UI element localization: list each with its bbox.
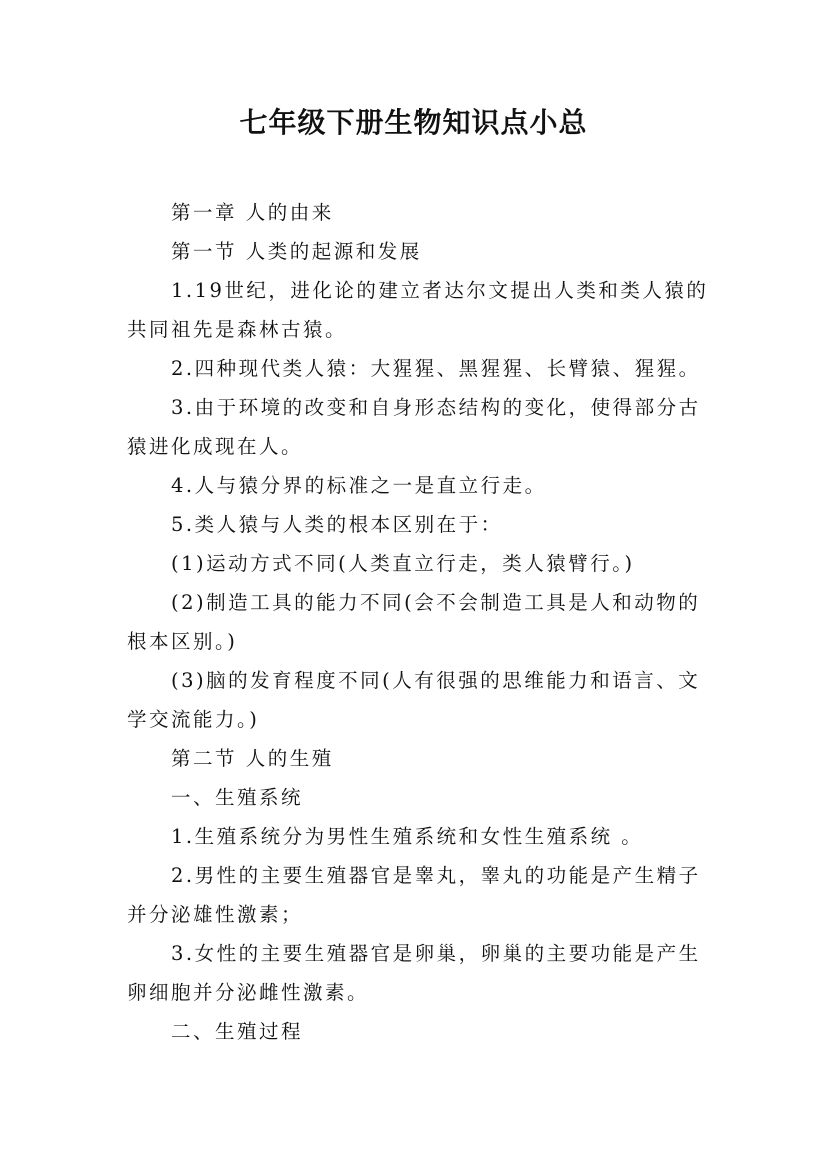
paragraph-item	[127, 505, 707, 544]
paragraph-line: 第一章 人的由来	[171, 201, 334, 224]
paragraph-heading	[127, 778, 707, 817]
paragraph-line: 共同祖先是森林古猿。	[127, 318, 348, 341]
paragraph-section-1	[127, 232, 707, 271]
paragraph-line: 1.生殖系统分为男性生殖系统和女性生殖系统 。	[171, 825, 644, 848]
paragraph-line: 4.人与猿分界的标准之一是直立行走。	[171, 474, 547, 497]
paragraph-line: 一、生殖系统	[171, 786, 304, 809]
paragraph-line: (3)脑的发育程度不同(人有很强的思维能力和语言、文	[171, 669, 701, 692]
paragraph-subitem	[127, 583, 707, 661]
paragraph-item	[127, 856, 707, 934]
paragraph-line: 5.类人猿与人类的根本区别在于：	[171, 513, 503, 536]
paragraph-item	[127, 466, 707, 505]
paragraph-item	[127, 934, 707, 1012]
paragraph-line: 1.19世纪，进化论的建立者达尔文提出人类和类人猿的	[171, 279, 709, 302]
paragraph-item	[127, 817, 707, 856]
paragraph-chapter-1	[127, 193, 707, 232]
paragraph-item	[127, 271, 707, 349]
paragraph-subitem	[127, 661, 707, 739]
paragraph-line: 猿进化成现在人。	[127, 435, 304, 458]
paragraph-line: 学交流能力。)	[127, 708, 260, 731]
paragraph-heading	[127, 1012, 707, 1051]
paragraph-line: 并分泌雄性激素；	[127, 903, 304, 926]
paragraph-line: (2)制造工具的能力不同(会不会制造工具是人和动物的	[171, 591, 701, 614]
paragraph-line: 3.女性的主要生殖器官是卵巢，卵巢的主要功能是产生	[171, 942, 701, 965]
paragraph-line: 卵细胞并分泌雌性激素。	[127, 981, 370, 1004]
paragraph-line: 2.男性的主要生殖器官是睾丸，睾丸的功能是产生精子	[171, 864, 701, 887]
paragraph-item	[127, 388, 707, 466]
paragraph-subitem	[127, 544, 707, 583]
document-title: 七年级下册生物知识点小总	[239, 106, 588, 139]
paragraph-line: 3.由于环境的改变和自身形态结构的变化，使得部分古	[171, 396, 701, 419]
paragraph-item	[127, 349, 707, 388]
paragraph-line: 二、生殖过程	[171, 1020, 304, 1043]
paragraph-line: 第一节 人类的起源和发展	[171, 240, 422, 263]
paragraph-line: 根本区别。)	[127, 630, 238, 653]
paragraph-line: 第二节 人的生殖	[171, 747, 334, 770]
paragraph-line: (1)运动方式不同(人类直立行走，类人猿臂行。)	[171, 552, 635, 575]
paragraph-line: 2.四种现代类人猿：大猩猩、黑猩猩、长臂猿、猩猩。	[171, 357, 701, 380]
document-body	[127, 193, 707, 1051]
paragraph-section-2	[127, 739, 707, 778]
